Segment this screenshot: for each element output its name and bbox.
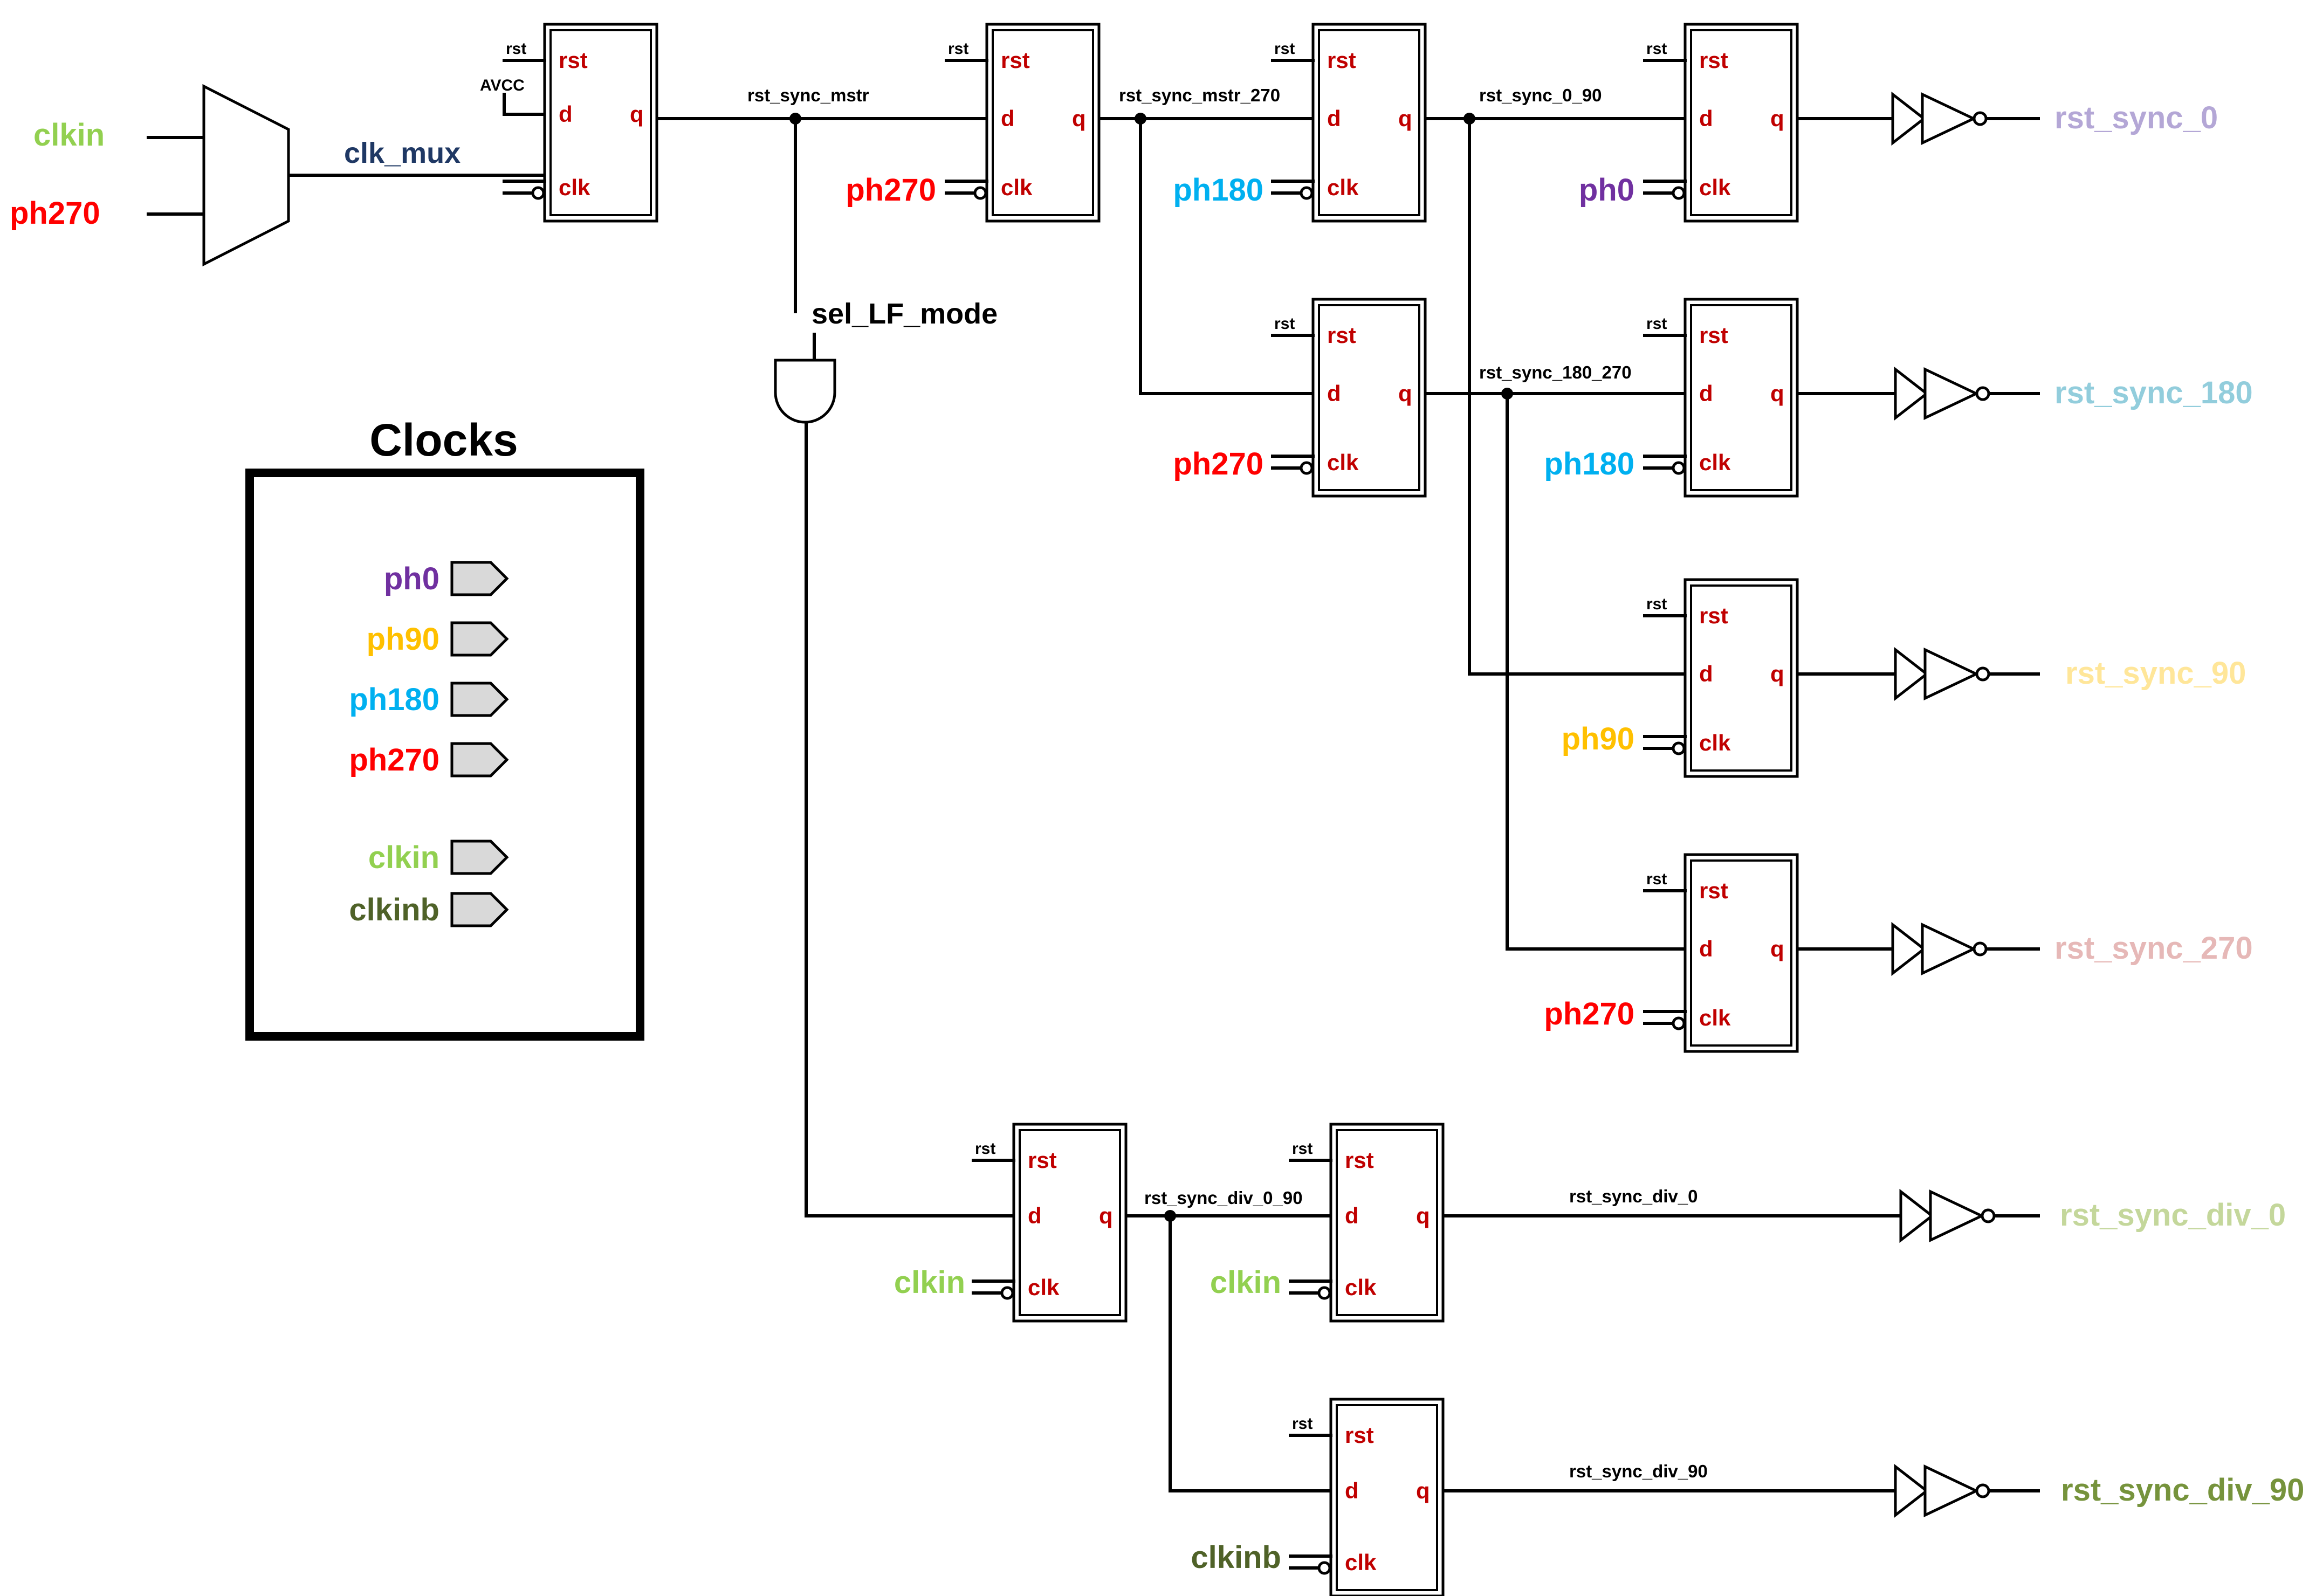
rst-pin-label: rst — [1699, 322, 1728, 348]
inverter-triangle — [1925, 369, 1976, 418]
d-pin-label: d — [1028, 1203, 1042, 1228]
legend-item-label: clkinb — [349, 892, 439, 927]
rst-pin-label: rst — [1345, 1147, 1374, 1173]
buffer-triangle — [1893, 925, 1924, 973]
rst-pin-label: rst — [1327, 322, 1356, 348]
rst-port-label: rst — [975, 1140, 996, 1158]
legend-item-label: clkin — [368, 840, 439, 875]
clock-label: clkin — [1210, 1265, 1281, 1300]
buffer-triangle — [1901, 1192, 1932, 1240]
clk-pin-label: clk — [559, 175, 590, 200]
q-pin-label: q — [1416, 1203, 1430, 1228]
flip-flop — [946, 24, 1099, 221]
buffer-triangle — [1893, 94, 1924, 143]
q-pin-label: q — [1072, 106, 1086, 131]
d-pin-label: d — [1345, 1478, 1359, 1503]
legend-item-label: ph90 — [366, 622, 439, 657]
rst-port-label: rst — [1292, 1415, 1313, 1433]
flip-flop — [1645, 24, 1797, 221]
output-label-rst-sync-div-0: rst_sync_div_0 — [2060, 1198, 2286, 1233]
inverter-triangle — [1922, 925, 1974, 973]
q-pin-label: q — [1770, 661, 1784, 686]
clk-inversion-bubble — [1002, 1288, 1013, 1298]
net-label-rst-sync-div-0-90: rst_sync_div_0_90 — [1144, 1188, 1303, 1208]
clock-label: clkin — [894, 1265, 965, 1300]
output-buffers — [1893, 94, 2038, 1515]
net-label-rst-sync-div-90: rst_sync_div_90 — [1569, 1461, 1708, 1481]
output-label-rst-sync-180: rst_sync_180 — [2054, 375, 2253, 410]
junctions — [789, 113, 1513, 1222]
inverter-bubble — [1977, 388, 1989, 400]
clk-pin-label: clk — [1699, 175, 1731, 200]
q-pin-label: q — [630, 101, 644, 127]
rst-port-label: rst — [1646, 40, 1667, 58]
buffer-triangle — [1895, 1467, 1927, 1515]
legend-item — [368, 840, 507, 875]
legend-item-label: ph0 — [383, 561, 439, 596]
clock-label: clkinb — [1191, 1540, 1281, 1575]
q-pin-label: q — [1416, 1478, 1430, 1503]
buffer-triangle — [1895, 650, 1927, 698]
output-buffer — [1901, 1192, 2038, 1240]
clk-pin-label: clk — [1345, 1275, 1377, 1300]
rst-port-label: rst — [1274, 315, 1295, 333]
flip-flop — [1273, 24, 1425, 221]
buffer-triangle — [1895, 369, 1927, 418]
flip-flop — [1645, 580, 1797, 776]
junction-dot — [1501, 388, 1513, 400]
clk-inversion-bubble — [1319, 1288, 1330, 1298]
rst-port-label: rst — [1646, 595, 1667, 613]
d-pin-label: d — [1699, 661, 1713, 686]
rst-port-label: rst — [948, 40, 969, 58]
junction-dot — [1164, 1210, 1176, 1222]
clk-inversion-bubble — [975, 188, 986, 198]
d-pin-label: d — [1001, 106, 1015, 131]
junction-dot — [789, 113, 801, 125]
clk-pin-label: clk — [1001, 175, 1033, 200]
clk-inversion-bubble — [1673, 463, 1684, 473]
net-label-sel-lf-mode: sel_LF_mode — [812, 298, 998, 330]
flip-flop — [1645, 855, 1797, 1051]
d-pin-label: d — [1345, 1203, 1359, 1228]
q-pin-label: q — [1770, 936, 1784, 961]
legend-item-label: ph270 — [349, 742, 439, 778]
q-pin-label: q — [1398, 381, 1412, 406]
clk-inversion-bubble — [1301, 463, 1312, 473]
inverter-triangle — [1925, 1467, 1976, 1515]
d-pin-label: d — [1699, 106, 1713, 131]
q-pin-label: q — [1770, 106, 1784, 131]
junction-dot — [1463, 113, 1475, 125]
output-buffer — [1895, 650, 2038, 698]
output-label-rst-sync-div-90: rst_sync_div_90 — [2061, 1473, 2305, 1508]
clk-pin-label: clk — [1327, 450, 1359, 475]
d-pin-label: d — [1699, 936, 1713, 961]
rst-port-label: rst — [506, 40, 527, 58]
clk-inversion-bubble — [1673, 743, 1684, 754]
legend-item-label: ph180 — [349, 682, 439, 717]
clock-label: ph90 — [1561, 721, 1634, 756]
clock-label: ph0 — [1578, 173, 1634, 208]
output-buffer — [1893, 925, 2038, 973]
rst-port-label: rst — [1646, 315, 1667, 333]
rst-port-label: rst — [1646, 870, 1667, 888]
legend-item — [349, 892, 507, 927]
net-label-rst-sync-mstr-270: rst_sync_mstr_270 — [1119, 85, 1281, 105]
clock-label: ph180 — [1173, 173, 1263, 208]
flip-flops — [504, 24, 1797, 1596]
d-pin-label: d — [1327, 106, 1341, 131]
flip-flop — [1273, 299, 1425, 496]
clk-pin-label: clk — [1699, 1005, 1731, 1030]
rst-pin-label: rst — [1699, 47, 1728, 73]
d-pin-label: d — [1327, 381, 1341, 406]
clock-label: ph270 — [846, 173, 936, 208]
output-label-rst-sync-0: rst_sync_0 — [2054, 100, 2218, 135]
clk-inversion-bubble — [533, 188, 544, 198]
clock-label: ph180 — [1544, 446, 1634, 481]
rst-port-label: rst — [1274, 40, 1295, 58]
clk-inversion-bubble — [1301, 188, 1312, 198]
and-gate-sel-lf-mode — [775, 360, 835, 422]
inverter-triangle — [1930, 1192, 1982, 1240]
flip-flop — [1645, 299, 1797, 496]
rst-pin-label: rst — [1001, 47, 1030, 73]
net-label-rst-sync-mstr: rst_sync_mstr — [747, 85, 869, 105]
rst-pin-label: rst — [1028, 1147, 1057, 1173]
input-label-ph270: ph270 — [10, 196, 100, 231]
rst-pin-label: rst — [1699, 878, 1728, 903]
inverter-triangle — [1922, 94, 1974, 143]
net-label-rst-sync-div-0: rst_sync_div_0 — [1569, 1186, 1698, 1206]
inverter-triangle — [1925, 650, 1976, 698]
output-buffer — [1895, 1467, 2038, 1515]
net-label-rst-sync-0-90: rst_sync_0_90 — [1479, 85, 1602, 105]
rst-pin-label: rst — [1345, 1422, 1374, 1448]
clk-inversion-bubble — [1673, 188, 1684, 198]
d-pin-label: d — [559, 101, 573, 127]
clk-pin-label: clk — [1699, 450, 1731, 475]
output-buffer — [1895, 369, 2038, 418]
inverter-bubble — [1977, 668, 1989, 680]
output-buffer — [1893, 94, 2038, 143]
clk-pin-label: clk — [1699, 730, 1731, 755]
output-label-rst-sync-90: rst_sync_90 — [2065, 656, 2246, 691]
clk-inversion-bubble — [1319, 1563, 1330, 1573]
legend-item — [367, 622, 507, 657]
clk-pin-label: clk — [1327, 175, 1359, 200]
net-label-clk-mux: clk_mux — [344, 137, 461, 169]
legend-item — [349, 742, 507, 778]
rst-pin-label: rst — [559, 47, 588, 73]
clk-pin-label: clk — [1028, 1275, 1060, 1300]
rst-pin-label: rst — [1327, 47, 1356, 73]
clk-inversion-bubble — [1673, 1018, 1684, 1029]
legend-title: Clocks — [369, 415, 518, 465]
inverter-bubble — [1982, 1210, 1994, 1222]
clock-label: ph270 — [1173, 446, 1263, 481]
input-label-clkin: clkin — [33, 118, 105, 153]
clocks-legend — [250, 415, 640, 1036]
net-label-rst-sync-180-270: rst_sync_180_270 — [1479, 362, 1632, 382]
clock-label: ph270 — [1544, 996, 1634, 1031]
rst-pin-label: rst — [1699, 603, 1728, 628]
output-labels — [2054, 100, 2304, 1508]
flip-flop — [1290, 1124, 1443, 1321]
flip-flop — [504, 24, 657, 221]
q-pin-label: q — [1099, 1203, 1113, 1228]
inverter-bubble — [1977, 1485, 1989, 1497]
inverter-bubble — [1974, 113, 1986, 125]
d-pin-label: d — [1699, 381, 1713, 406]
q-pin-label: q — [1770, 381, 1784, 406]
rst-port-label: rst — [1292, 1140, 1313, 1158]
avcc-label: AVCC — [480, 77, 525, 94]
junction-dot — [1135, 113, 1146, 125]
flip-flop — [973, 1124, 1126, 1321]
clk-pin-label: clk — [1345, 1550, 1377, 1575]
flip-flop — [1290, 1399, 1443, 1596]
inverter-bubble — [1974, 943, 1986, 955]
output-label-rst-sync-270: rst_sync_270 — [2054, 931, 2253, 966]
clock-mux — [204, 86, 288, 264]
q-pin-label: q — [1398, 106, 1412, 131]
ff-clock-labels — [846, 173, 1634, 1575]
legend-box — [250, 473, 640, 1036]
legend-item — [349, 682, 507, 717]
